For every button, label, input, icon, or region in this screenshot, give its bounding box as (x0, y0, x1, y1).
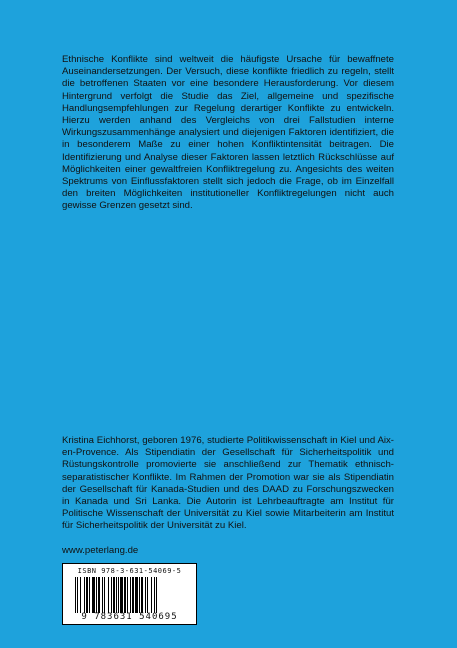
barcode-bar (139, 577, 140, 613)
barcode-bars (75, 577, 195, 613)
barcode-bar (75, 577, 76, 613)
barcode-bar (127, 577, 128, 613)
barcode-bar (135, 577, 138, 613)
barcode-bar (77, 577, 78, 613)
isbn-barcode (62, 563, 197, 625)
author-bio: Kristina Eichhorst, geboren 1976, studierte Politikwissenschaft in Kiel und Aix-en-Provence. Als Stipendiatin der Gesellschaft für Sicherheitspolitik und Rüstungskontrolle promovierte sie anschließend zur Thematik ethnisch-separatistischer Konflikte. Im Rahmen der Promotion war sie als Stipendiatin der Gesellschaft für Kanada-Studien und des DAAD zu Forschungszwecken in Kanada und Sri Lanka. Die Autorin ist Lehrbeauftragte am Institut für Politische Wissenschaft der Universität zu Kiel sowie Mitarbeiterin am Institut für Sicherheitspolitik der Universität zu Kiel. (62, 435, 394, 532)
publisher-url[interactable]: www.peterlang.de (62, 545, 139, 556)
barcode-bar (141, 577, 143, 613)
barcode-bar (89, 577, 90, 613)
barcode-bar (113, 577, 115, 613)
barcode-bar (104, 577, 105, 613)
barcode-bar (80, 577, 81, 613)
barcode-bar (86, 577, 88, 613)
barcode-bar (124, 577, 126, 613)
barcode-bar (154, 577, 155, 613)
ean-digits: 9 783631 540695 (81, 612, 178, 622)
barcode-bar (130, 577, 131, 613)
barcode-bar (111, 577, 112, 613)
isbn-label: ISBN 978-3-631-54069-5 (77, 567, 182, 575)
barcode-bar (132, 577, 134, 613)
barcode-bar (96, 577, 97, 613)
barcode-bar (151, 577, 152, 613)
barcode-bar (145, 577, 146, 613)
back-cover-blurb: Ethnische Konflikte sind weltweit die häufigste Ursache für bewaffnete Auseinandersetzungen. Der Versuch, diese konflikte friedlich zu regeln, stellt die betroffenen Staaten vor eine besondere Herausforderung. Vor diesem Hintergrund verfolgt die Studie das Ziel, allgemeine und spezifische Handlungsempfehlungen zur Regelung derartiger Konflikte zu entwickeln. Hierzu werden anhand des Vergleichs von drei Fallstudien interne Wirkungszusammenhänge analysiert und diejenigen Faktoren identifiziert, die in besonderem Maße zu einer hohen Konfliktintensität beitragen. Die Identifizierung und Analyse dieser Faktoren lassen letztlich Rückschlüsse auf Möglichkeiten einer gewaltfreien Konfliktregelung zu. Angesichts des weiten Spektrums von Einflussfaktoren stellt sich jedoch die Frage, ob im Einzelfall den breiten Möglichkeiten institutioneller Konfliktregelungen nicht auch gewisse Grenzen gesetzt sind. (62, 54, 394, 212)
barcode-bar (118, 577, 119, 613)
barcode-bar (120, 577, 123, 613)
barcode-bar (98, 577, 100, 613)
barcode-bar (156, 577, 157, 613)
barcode-bar (116, 577, 117, 613)
barcode-bar (84, 577, 85, 613)
barcode-bar (108, 577, 109, 613)
barcode-bar (102, 577, 103, 613)
barcode-bar (92, 577, 95, 613)
barcode-bar (147, 577, 148, 613)
